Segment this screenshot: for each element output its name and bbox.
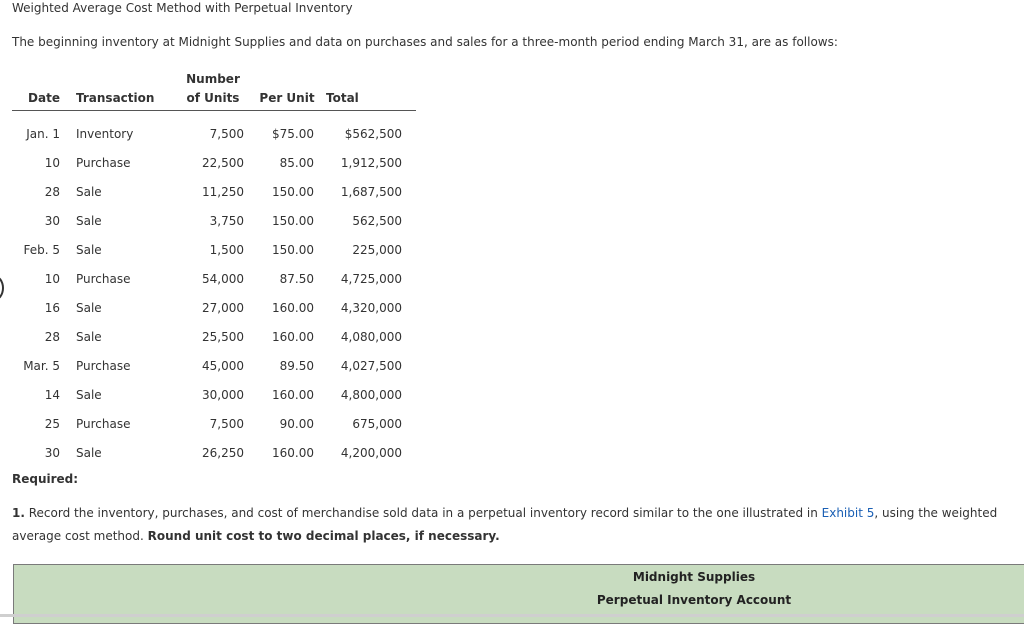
instruction-number: 1. — [12, 506, 25, 520]
cell-transaction: Sale — [76, 329, 102, 344]
cell-transaction: Sale — [76, 387, 102, 402]
cell-date: 30 — [44, 213, 60, 228]
cell-total: $562,500 — [344, 126, 402, 141]
table-body — [12, 119, 416, 467]
cell-units: 27,000 — [202, 300, 244, 315]
problem-intro: The beginning inventory at Midnight Supplies and data on purchases and sales for a three-month period ending March 31, are as follows: — [12, 35, 838, 49]
cell-total: 4,725,000 — [340, 271, 402, 286]
cell-units: 30,000 — [202, 387, 244, 402]
cell-units: 54,000 — [202, 271, 244, 286]
exhibit-link[interactable]: Exhibit 5 — [821, 506, 875, 520]
cell-per-unit: $75.00 — [272, 126, 314, 141]
cell-per-unit: 160.00 — [272, 300, 314, 315]
header-transaction: Transaction — [76, 86, 174, 111]
page-heading: Weighted Average Cost Method with Perpetual Inventory — [12, 1, 353, 15]
cell-units: 1,500 — [209, 242, 244, 257]
rounding-note: Round unit cost to two decimal places, if necessary. — [147, 529, 500, 543]
cell-total: 4,200,000 — [340, 445, 402, 460]
header-date: Date — [12, 86, 76, 111]
table-row — [12, 119, 416, 148]
cell-total: 225,000 — [352, 242, 402, 257]
cell-units: 45,000 — [202, 358, 244, 373]
cell-transaction: Sale — [76, 300, 102, 315]
cell-total: 4,320,000 — [340, 300, 402, 315]
cell-date: Feb. 5 — [23, 242, 60, 257]
table-row — [12, 322, 416, 351]
table-row — [12, 148, 416, 177]
cell-total: 562,500 — [352, 213, 402, 228]
cell-total: 4,027,500 — [340, 358, 402, 373]
cell-date: 25 — [44, 416, 60, 431]
cell-transaction: Purchase — [76, 155, 131, 170]
table-row — [12, 206, 416, 235]
cell-units: 7,500 — [209, 416, 244, 431]
cell-transaction: Sale — [76, 184, 102, 199]
table-row — [12, 380, 416, 409]
cell-per-unit: 160.00 — [272, 329, 314, 344]
panel-title: Perpetual Inventory Account — [596, 593, 792, 607]
header-total: Total — [322, 86, 416, 111]
cell-per-unit: 160.00 — [272, 445, 314, 460]
cell-units: 25,500 — [202, 329, 244, 344]
table-row — [12, 177, 416, 206]
cell-date: 16 — [44, 300, 60, 315]
cell-per-unit: 160.00 — [272, 387, 314, 402]
instruction-text-after-link: , using the weighted average cost method. — [12, 506, 998, 543]
cell-date: 10 — [44, 155, 60, 170]
cell-total: 4,800,000 — [340, 387, 402, 402]
instruction-text-before-link: Record the inventory, purchases, and cost of merchandise sold data in a perpetual inventory record similar to the one illustrated in — [24, 506, 822, 520]
cell-per-unit: 150.00 — [272, 242, 314, 257]
cell-units: 22,500 — [202, 155, 244, 170]
cell-date: 14 — [44, 387, 60, 402]
cell-per-unit: 150.00 — [272, 184, 314, 199]
panel-company-name: Midnight Supplies — [632, 570, 756, 584]
cell-transaction: Purchase — [76, 358, 131, 373]
cell-transaction: Inventory — [76, 126, 134, 141]
cell-date: 10 — [44, 271, 60, 286]
required-label: Required: — [12, 472, 79, 486]
table-row — [12, 438, 416, 467]
inventory-data-table — [12, 64, 416, 467]
cell-per-unit: 90.00 — [279, 416, 314, 431]
cell-transaction: Sale — [76, 242, 102, 257]
header-per-unit: Per Unit — [252, 86, 322, 111]
cell-date: 28 — [44, 184, 60, 199]
cell-date: 28 — [44, 329, 60, 344]
cell-total: 4,080,000 — [340, 329, 402, 344]
cell-per-unit: 150.00 — [272, 213, 314, 228]
cell-units: 26,250 — [202, 445, 244, 460]
table-row — [12, 235, 416, 264]
cell-date: 30 — [44, 445, 60, 460]
circle-icon — [0, 275, 4, 301]
cell-total: 1,687,500 — [340, 184, 402, 199]
cell-total: 675,000 — [352, 416, 402, 431]
cell-date: Mar. 5 — [23, 358, 60, 373]
cell-units: 3,750 — [209, 213, 244, 228]
instruction-text — [12, 502, 1012, 548]
cell-per-unit: 85.00 — [279, 155, 314, 170]
cell-units: 11,250 — [202, 184, 244, 199]
cell-transaction: Sale — [76, 445, 102, 460]
cell-transaction: Sale — [76, 213, 102, 228]
table-row — [12, 264, 416, 293]
cell-date: Jan. 1 — [26, 126, 60, 141]
header-units: of Units — [174, 86, 252, 111]
cell-total: 1,912,500 — [340, 155, 402, 170]
table-row — [12, 293, 416, 322]
table-row — [12, 409, 416, 438]
table-row — [12, 351, 416, 380]
cell-per-unit: 89.50 — [279, 358, 314, 373]
cell-units: 7,500 — [209, 126, 244, 141]
cell-transaction: Purchase — [76, 271, 131, 286]
cell-transaction: Purchase — [76, 416, 131, 431]
header-number: Number — [186, 72, 240, 86]
cell-per-unit: 87.50 — [279, 271, 314, 286]
